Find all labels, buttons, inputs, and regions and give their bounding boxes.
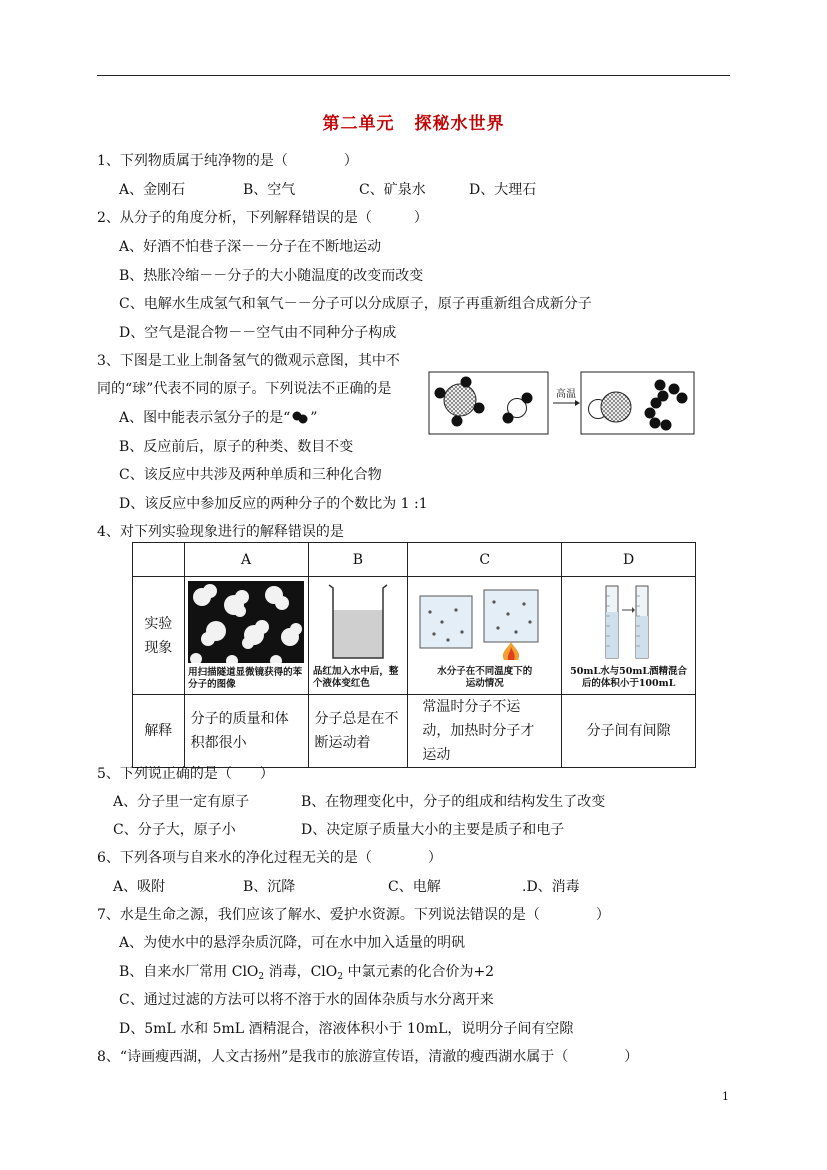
col-header-b: B	[308, 543, 408, 577]
beaker-icon	[325, 582, 391, 662]
q5-option-c: C、分子大，原子小	[113, 822, 236, 838]
reaction-diagram	[428, 371, 696, 435]
cell-c-image	[408, 577, 562, 695]
q7-stem: 7、水是生命之源，我们应该了解水、爱护水资源。下列说法错误的是（ ）	[97, 907, 610, 923]
hydrogen-atom	[651, 398, 662, 409]
q1-stem: 1、下列物质属于纯净物的是（ ）	[97, 153, 358, 169]
hydrogen-atom	[661, 420, 672, 431]
carbon-atom	[601, 392, 631, 422]
row-label-phenomenon: 实验现象	[133, 577, 185, 695]
arrow-head	[575, 400, 580, 406]
hydrogen-atom	[435, 388, 446, 399]
q3-option-b: B、反应前后，原子的种类、数目不变	[119, 439, 354, 455]
hydrogen-atom	[474, 403, 485, 414]
page-title	[0, 109, 827, 134]
caption-d: 50mL水与50mL酒精混合后的体积小于100mL	[570, 665, 688, 689]
q7-option-c: C、通过过滤的方法可以将不溶于水的固体杂质与水分离开来	[119, 992, 494, 1008]
q3-option-c: C、该反应中共涉及两种单质和三种化合物	[119, 467, 382, 483]
q1-option-a: A、金刚石	[119, 182, 186, 198]
subscript-2: 2	[258, 972, 265, 982]
hydrogen-molecule-icon	[290, 410, 310, 424]
col-header-d: D	[562, 543, 696, 577]
graduated-cylinders-icon	[574, 582, 684, 662]
hydrogen-atom	[655, 380, 666, 391]
hydrogen-atom	[669, 384, 680, 395]
q7-option-a: A、为使水中的悬浮杂质沉降，可在水中加入适量的明矾	[119, 935, 466, 951]
q7-option-b-part1: B、自来水厂常用 ClO	[119, 964, 259, 980]
q1-option-d: D、大理石	[469, 182, 537, 198]
q8-stem: 8、“诗画瘦西湖，人文古扬州”是我市的旅游宣传语，清澈的瘦西湖水属于（ ）	[97, 1049, 639, 1065]
hydrogen-atom	[461, 377, 472, 388]
carbon-atom	[444, 384, 476, 416]
cell-b-image	[308, 577, 408, 695]
beakers-heating-icon	[412, 582, 558, 662]
q4-stem: 4、对下列实验现象进行的解释错误的是	[97, 524, 344, 540]
q6-option-d: .D、消毒	[522, 879, 580, 895]
cell-a-image	[184, 577, 308, 695]
benzene-stm-image	[188, 581, 304, 663]
caption-b: 品红加入水中后，整个液体变红色	[312, 665, 399, 689]
explanation-b: 分子总是在不断运动着	[308, 695, 408, 768]
q2-option-a: A、好酒不怕巷子深－－分子在不断地运动	[119, 239, 382, 255]
hydrogen-atom	[503, 413, 514, 424]
q4-table	[132, 542, 696, 768]
explanation-d: 分子间有间隙	[562, 695, 696, 768]
col-header-a: A	[184, 543, 308, 577]
q6-option-b: B、沉降	[243, 879, 296, 895]
q6-stem: 6、下列各项与自来水的净化过程无关的是（ ）	[97, 850, 442, 866]
q2-stem: 2、从分子的角度分析，下列解释错误的是（ ）	[97, 210, 428, 226]
q5-stem: 5、下列说正确的是（ ）	[97, 766, 274, 782]
q2-option-c: C、电解水生成氢气和氧气－－分子可以分成原子，原子再重新组合成新分子	[119, 296, 592, 312]
cell-d-image	[562, 577, 696, 695]
q5-option-b: B、在物理变化中，分子的组成和结构发生了改变	[301, 794, 606, 810]
q7-option-b-part3: 中氯元素的化合价为+2	[343, 964, 495, 980]
q3-stem-line1: 3、下图是工业上制备氢气的微观示意图，其中不	[97, 353, 400, 369]
q5-option-a: A、分子里一定有原子	[113, 794, 250, 810]
q3-stem-line2: 同的“球”代表不同的原子。下列说法不正确的是	[97, 381, 392, 397]
row-label-explanation: 解释	[133, 695, 185, 768]
title-topic: 探秘水世界	[414, 114, 505, 134]
hydrogen-atom	[522, 393, 533, 404]
q6-option-a: A、吸附	[113, 879, 166, 895]
col-header-c: C	[408, 543, 562, 577]
q7-option-d: D、5mL 水和 5mL 酒精混合，溶液体积小于 10mL，说明分子间有空隙	[119, 1021, 574, 1037]
subscript-2: 2	[337, 972, 343, 982]
q3-option-a	[119, 407, 317, 427]
hydrogen-atom	[677, 393, 688, 404]
hydrogen-atom	[452, 416, 463, 427]
caption-a: 用扫描隧道显微镜获得的苯分子的图像	[188, 666, 303, 690]
explanation-c: 常温时分子不运动，加热时分子才运动	[408, 695, 562, 768]
q6-option-c: C、电解	[388, 879, 441, 895]
q7-option-b	[119, 961, 494, 982]
arrow-label: 高温	[556, 389, 576, 400]
q3-option-a-text: A、图中能表示氢分子的是“	[119, 410, 291, 426]
q5-option-d: D、决定原子质量大小的主要是质子和电子	[301, 822, 565, 838]
q1-option-b: B、空气	[243, 182, 296, 198]
page-number: 1	[722, 1090, 729, 1103]
hydrogen-atom	[650, 418, 661, 429]
q7-option-b-part2: 消毒，ClO	[264, 964, 338, 980]
explanation-a: 分子的质量和体积都很小	[184, 695, 308, 768]
q2-option-b: B、热胀冷缩－－分子的大小随温度的改变而改变	[119, 268, 424, 284]
caption-c: 水分子在不同温度下的运动情况	[437, 665, 533, 689]
q3-option-d: D、该反应中参加反应的两种分子的个数比为 1 :1	[119, 496, 428, 512]
q3-option-a-close: ”	[310, 410, 318, 426]
header-rule	[97, 75, 730, 76]
q1-option-c: C、矿泉水	[359, 182, 426, 198]
q2-option-d: D、空气是混合物－－空气由不同种分子构成	[119, 325, 397, 341]
table-corner	[133, 543, 185, 577]
title-unit: 第二单元	[322, 114, 395, 134]
hydrogen-atom	[645, 408, 656, 419]
